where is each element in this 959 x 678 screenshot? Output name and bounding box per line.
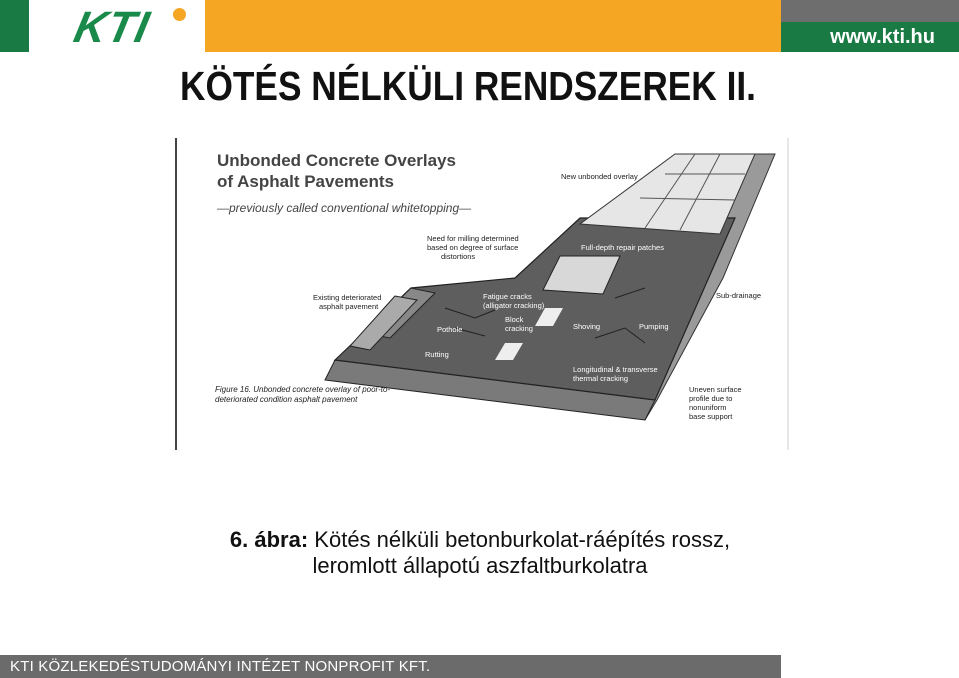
label-milling-2: based on degree of surface (427, 243, 519, 252)
label-full-depth: Full-depth repair patches (581, 243, 664, 252)
header-gray-band (781, 0, 959, 22)
website-url[interactable]: www.kti.hu (781, 22, 959, 52)
label-new-overlay: New unbonded overlay (561, 172, 638, 181)
figure-caption-line1: Figure 16. Unbonded concrete overlay of poor-to- (215, 385, 391, 394)
caption-line2: leromlott állapotú aszfaltburkolatra (312, 553, 648, 578)
label-pumping: Pumping (639, 322, 669, 331)
header-green-strip (0, 0, 29, 52)
label-milling-3: distortions (441, 252, 476, 261)
label-longitudinal-2: thermal cracking (573, 374, 629, 383)
figure-caption (160, 527, 800, 579)
label-milling-1: Need for milling determined (427, 234, 519, 243)
label-shoving: Shoving (573, 322, 601, 331)
label-sub-drainage: Sub-drainage (716, 291, 762, 300)
label-fatigue-2: (alligator cracking) (483, 301, 545, 310)
label-uneven-3: nonuniform (689, 403, 727, 412)
label-fatigue-1: Fatigue cracks (483, 292, 532, 301)
label-pothole: Pothole (437, 325, 463, 334)
figure-subheading: —previously called conventional whitetopping— (217, 201, 472, 215)
label-block-1: Block (505, 315, 524, 324)
header-orange-band (205, 0, 781, 52)
logo-dot-icon (173, 8, 186, 21)
label-rutting: Rutting (425, 350, 449, 359)
label-uneven-4: base support (689, 412, 733, 421)
slide-title: KÖTÉS NÉLKÜLI RENDSZEREK II. (180, 63, 756, 109)
figure-heading-line2: of Asphalt Pavements (217, 172, 394, 191)
figure-caption-line2: deteriorated condition asphalt pavement (215, 395, 358, 404)
label-uneven-2: profile due to (689, 394, 733, 403)
footer-bar: KTI KÖZLEKEDÉSTUDOMÁNYI INTÉZET NONPROFIT KFT. (0, 655, 781, 678)
pavement-illustration (175, 138, 789, 450)
logo-text: KTI (69, 3, 155, 52)
caption-line1: Kötés nélküli betonburkolat-ráépítés rossz, (314, 527, 731, 552)
label-longitudinal-1: Longitudinal & transverse (573, 365, 658, 374)
header-bar (0, 0, 959, 52)
pavement-figure (175, 138, 789, 450)
label-uneven-1: Uneven surface (689, 385, 742, 394)
figure-heading-line1: Unbonded Concrete Overlays (217, 151, 457, 170)
caption-figure-number: 6. ábra: (229, 527, 309, 552)
label-block-2: cracking (505, 324, 533, 333)
label-existing-2: asphalt pavement (319, 302, 379, 311)
label-existing-1: Existing deteriorated (313, 293, 382, 302)
logo[interactable] (29, 0, 205, 52)
